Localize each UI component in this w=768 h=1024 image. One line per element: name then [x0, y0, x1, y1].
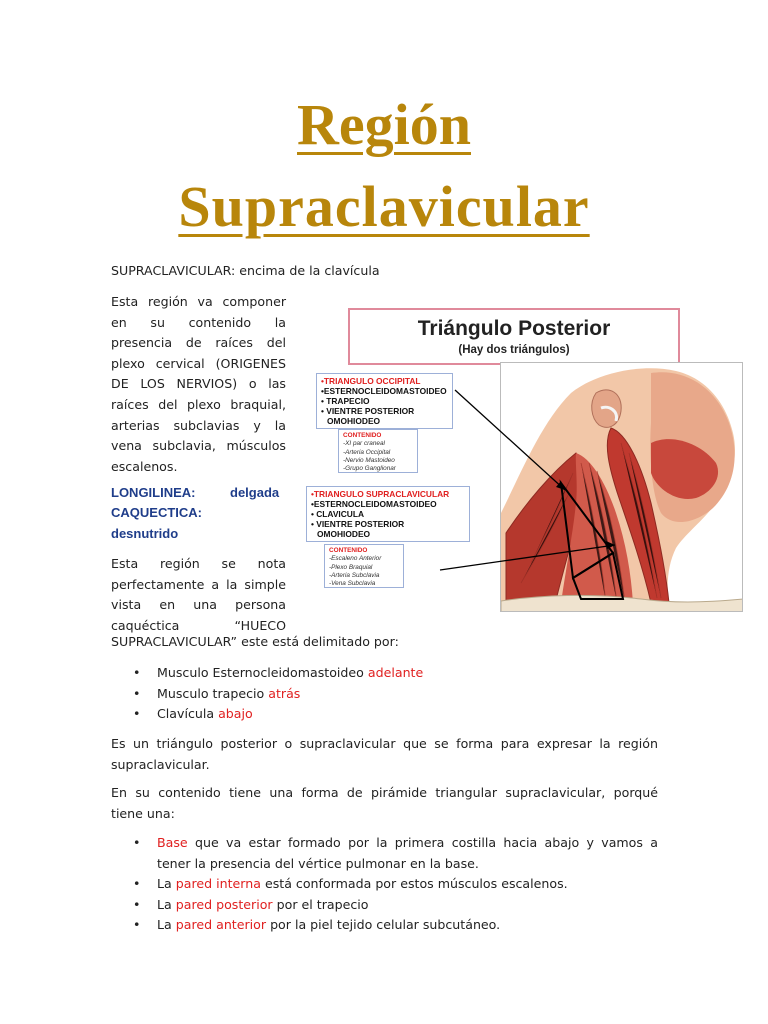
list-item: • La pared anterior por la piel tejido celular subcutáneo.: [111, 915, 658, 936]
limits-list: [111, 663, 671, 725]
highlight-text: pared interna: [175, 876, 261, 892]
para2-line: perfectamente a la simple: [111, 576, 286, 592]
list-item: • Musculo trapecio atrás: [111, 684, 671, 705]
walls-list: [111, 833, 658, 936]
occipital-item: •ESTERNOCLEIDOMASTOIDEO: [321, 386, 447, 396]
title-line-2: Supraclavicular: [178, 174, 590, 239]
bullet-icon: •: [133, 917, 141, 933]
bullet-icon: •: [133, 706, 141, 722]
content-item: -Grupo Ganglionar: [343, 465, 396, 473]
para2-line: vista en una persona: [111, 597, 286, 613]
figure-title: Triángulo Posterior: [417, 317, 611, 340]
highlight-text: Base: [157, 835, 188, 850]
bullet-icon: •: [133, 665, 141, 680]
content-item: -Vena Subclavia: [329, 580, 376, 588]
list-item: • Clavícula abajo: [111, 704, 671, 725]
content-header: CONTENIDO: [343, 432, 382, 439]
para2-line: Esta región se nota: [111, 556, 286, 571]
para3-line: Es un triángulo posterior o supraclavicular que se forma para expresar la región: [111, 736, 658, 751]
anatomy-figure: [300, 305, 700, 625]
content-item: -Escaleno Anterior: [329, 555, 382, 563]
supra-item: OMOHIODEO: [317, 529, 371, 539]
para1-line: plexo cervical (ORIGENES: [111, 355, 286, 371]
bullet-icon: •: [133, 896, 141, 912]
list-item: • La pared interna está conformada por estos músculos escalenos.: [111, 874, 658, 895]
longilinea-label: LONGILINEA:: [111, 485, 196, 500]
content-header: CONTENIDO: [329, 547, 368, 554]
list-item: • La pared posterior por el trapecio: [111, 895, 658, 916]
highlight-text: pared posterior: [175, 896, 273, 912]
para1-line: escalenos.: [111, 458, 178, 474]
supraclavicular-triangle-box: [306, 486, 470, 542]
bullet-icon: •: [133, 835, 141, 850]
para2-line: caquéctica “HUECO: [111, 617, 286, 633]
content-item: -Arteria Occipital: [343, 448, 391, 456]
para1-line: Esta región va componer: [111, 294, 286, 309]
intro-text: SUPRACLAVICULAR: encima de la clavícula: [111, 263, 380, 278]
para1-line: presencia de raíces del: [111, 335, 286, 351]
supra-item: • VIENTRE POSTERIOR: [311, 519, 405, 529]
para1-line: en su contenido la: [111, 314, 286, 330]
para4-line: tiene una:: [111, 805, 175, 821]
occipital-header: •TRIANGULO OCCIPITAL: [321, 376, 421, 386]
content-item: -Plexo Braquial: [329, 563, 373, 571]
list-item: • Base que va estar formado por la primera costilla hacia abajo y vamos a tener la presencia del vértice pulmonar en la base.: [133, 835, 658, 871]
highlight-text: atrás: [268, 685, 301, 701]
para1-line: vena subclavia, músculos: [111, 438, 286, 454]
supra-item: •ESTERNOCLEIDOMASTOIDEO: [311, 499, 437, 509]
list-item: • Musculo Esternocleidomastoideo adelante: [111, 663, 671, 684]
caquectica-value: desnutrido: [111, 526, 179, 541]
longilinea-value: delgada: [230, 485, 280, 500]
highlight-text: pared anterior: [175, 917, 267, 933]
supra-item: • CLAVICULA: [311, 509, 365, 519]
content-item: -Arteria Subclavia: [329, 571, 380, 579]
bullet-icon: •: [133, 685, 141, 701]
para4-line: En su contenido tiene una forma de pirámide triangular supraclavicular, porqué: [111, 785, 658, 800]
occipital-content-box: [338, 429, 418, 473]
highlight-text: adelante: [367, 665, 424, 680]
para3-line: supraclavicular.: [111, 756, 210, 772]
content-item: -Nervio Mastoideo: [343, 456, 395, 464]
occipital-item: OMOHIODEO: [327, 416, 381, 426]
occipital-triangle-box: [316, 373, 453, 429]
content-item: -XI par craneal: [343, 440, 385, 448]
caquectica-label: CAQUECTICA:: [111, 505, 202, 520]
supraclavicular-content-box: [324, 544, 404, 588]
occipital-item: • TRAPECIO: [321, 396, 370, 406]
bullet-icon: •: [133, 876, 141, 892]
occipital-item: • VIENTRE POSTERIOR: [321, 406, 415, 416]
para1-line: DE LOS NERVIOS) o las: [111, 376, 286, 392]
para1-line: arterias subclavias y la: [111, 417, 286, 433]
para1-line: raíces del plexo braquial,: [111, 397, 286, 412]
figure-subtitle: (Hay dos triángulos): [458, 344, 570, 356]
highlight-text: abajo: [218, 706, 253, 722]
para2-tail: SUPRACLAVICULAR” este está delimitado por:: [111, 634, 399, 649]
supra-header: •TRIANGULO SUPRACLAVICULAR: [311, 489, 450, 499]
title-line-1: Región: [297, 92, 471, 157]
